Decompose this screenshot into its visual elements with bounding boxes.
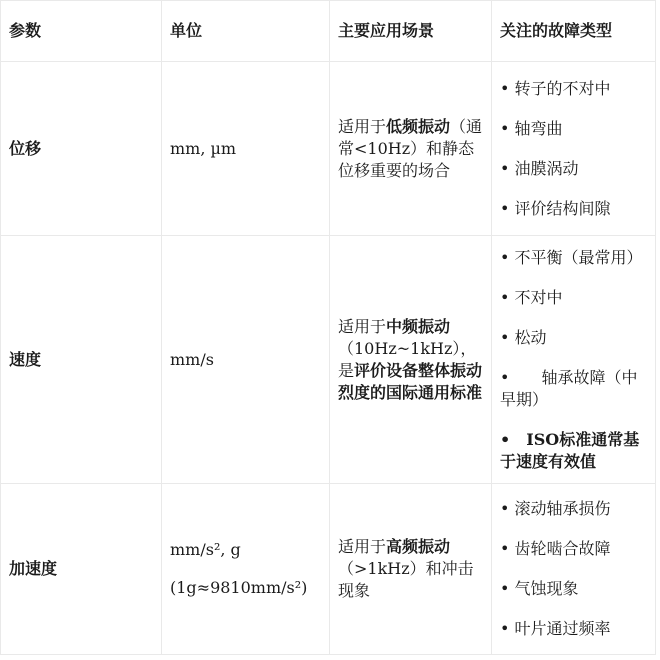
scenario-text-segment: 评价设备整体振动烈度的国际通用标准 [338, 360, 483, 402]
unit-cell [162, 484, 330, 655]
fault-list-item: • 不对中 [500, 287, 563, 307]
fault-types-cell [492, 62, 656, 236]
scenario-cell [330, 236, 492, 484]
header-row [1, 1, 656, 62]
scenario-cell [330, 62, 492, 236]
fault-types-cell [492, 484, 656, 655]
header-unit: 单位 [162, 1, 330, 62]
parameter-cell: 位移 [1, 62, 162, 236]
header-parameter: 参数 [1, 1, 162, 62]
unit-line: (1g≈9810mm/s²) [170, 578, 308, 597]
fault-list-item: • ISO标准通常基于速度有效值 [500, 429, 640, 471]
fault-list-item: • 评价结构间隙 [500, 198, 611, 218]
fault-list-item: • 转子的不对中 [500, 78, 611, 98]
scenario-text-segment: 适用于 [338, 116, 387, 136]
scenario-text-segment: 适用于 [338, 537, 387, 556]
unit-line: mm, µm [170, 138, 237, 158]
table-row [1, 62, 656, 236]
fault-list-item: • 油膜涡动 [500, 158, 579, 178]
fault-list-item: • 滚动轴承损伤 [500, 499, 611, 518]
scenario-text-segment: （10Hz~1kHz），是 [338, 338, 477, 380]
scenario-text-segment: （通常<10Hz）和静态位移重要的场合 [338, 116, 483, 180]
fault-list-item: • 气蚀现象 [500, 579, 579, 598]
fault-list-item: • 叶片通过频率 [500, 619, 611, 638]
scenario-cell [330, 484, 492, 655]
fault-list-item: • 不平衡（最常用） [500, 247, 643, 267]
header-application-scenario: 主要应用场景 [330, 1, 492, 62]
scenario-text-segment: 适用于 [338, 316, 387, 336]
scenario-text-segment: 高频振动 [386, 537, 451, 556]
parameter-cell: 速度 [1, 236, 162, 484]
fault-list-item: • 轴承故障（中早期） [500, 367, 638, 409]
parameter-cell: 加速度 [1, 484, 162, 655]
table-row [1, 236, 656, 484]
fault-types-cell [492, 236, 656, 484]
fault-list-item: • 轴弯曲 [500, 118, 563, 138]
unit-cell [162, 62, 330, 236]
fault-list-item: • 松动 [500, 327, 547, 347]
scenario-text-segment: 低频振动 [386, 116, 451, 136]
unit-line: mm/s [170, 349, 214, 369]
unit-line: mm/s², g [170, 540, 241, 559]
unit-cell [162, 236, 330, 484]
table-row [1, 484, 656, 655]
table-body [1, 62, 656, 655]
table-header [1, 1, 656, 62]
fault-list-item: • 齿轮啮合故障 [500, 539, 611, 558]
scenario-text-segment: 中频振动 [386, 316, 451, 336]
header-fault-types: 关注的故障类型 [492, 1, 656, 62]
scenario-text-segment: （>1kHz）和冲击现象 [338, 559, 474, 600]
